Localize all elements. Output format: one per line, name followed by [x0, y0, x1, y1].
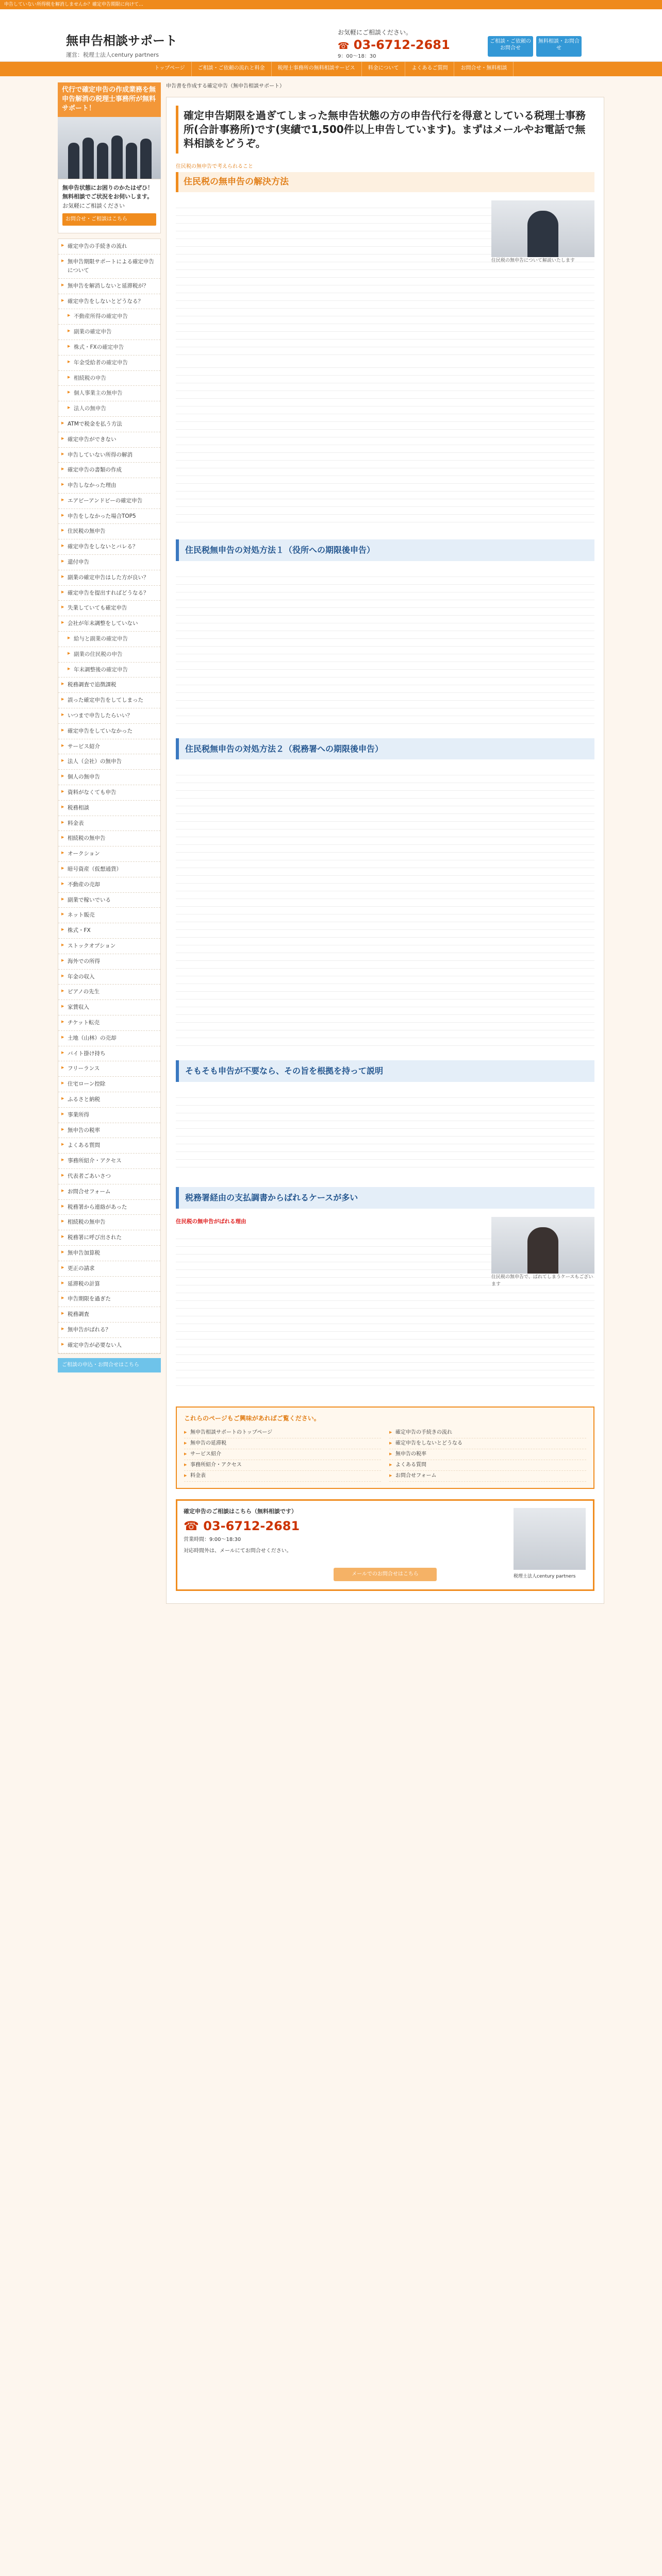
sidebar-menu-item[interactable]: ▶ 確定申告の手続きの流れ — [58, 239, 160, 255]
sidebar-menu-item[interactable]: ▶ 更正の請求 — [58, 1261, 160, 1277]
sidebar-menu-item[interactable]: ▶ ふるさと納税 — [58, 1092, 160, 1108]
sidebar-intro — [58, 179, 161, 234]
phone-icon: ☎ — [338, 41, 350, 52]
related-link[interactable]: ▶ よくある質問 — [389, 1460, 586, 1471]
sidebar-menu-item[interactable]: ▶ お問合せフォーム — [58, 1184, 160, 1200]
article-card — [166, 97, 604, 1604]
contact-hours: 営業時間：9:00〜18:30 — [184, 1537, 241, 1543]
sidebar-note: お気軽にご相談ください — [62, 202, 125, 209]
sidebar-menu-item[interactable]: ▶ 年末調整後の確定申告 — [58, 663, 160, 678]
sidebar-menu-item[interactable]: ▶ ピアノの先生 — [58, 985, 160, 1000]
sidebar-menu-item[interactable]: ▶ 税務署から連絡があった — [58, 1200, 160, 1215]
sidebar — [58, 82, 161, 1372]
figure-caption: 住民税の無申告について解説いたします — [491, 258, 575, 264]
mail-contact-button[interactable]: メールでのお問合せはこちら — [334, 1568, 437, 1581]
phone-icon: ☎ — [184, 1518, 199, 1533]
sidebar-menu — [58, 239, 161, 1353]
page-heading: 確定申告期限を過ぎてしまった無申告状態の方の申告代行を得意としている税理士事務所(合計事務所)です(実績で1,500件以上申告しています)。まずはメールやお電話で無料相談をどうぞ。 — [176, 106, 594, 154]
sidebar-menu-item[interactable]: ▶ 副業の確定申告はした方が良い？ — [58, 570, 160, 586]
sidebar-menu-item[interactable]: ▶ 会社が年末調整をしていない — [58, 616, 160, 632]
sidebar-menu-item[interactable]: ▶ 確定申告をしないとバレる？ — [58, 539, 160, 555]
article-paragraphs — [176, 768, 594, 1046]
sidebar-menu-item[interactable]: ▶ 無申告を解消しないと延滞税が？ — [58, 279, 160, 294]
sidebar-menu-item[interactable]: ▶ 相続税の申告 — [58, 371, 160, 386]
sidebar-menu-item[interactable]: ▶ 住民税の無申告 — [58, 524, 160, 539]
sidebar-banner[interactable]: 代行で確定申告の作成業務を無申告解消の税理士事務所が無料サポート！ — [58, 82, 161, 117]
nav-item[interactable]: ご相談・ご依頼の流れと料金 — [192, 62, 272, 76]
sidebar-menu-item[interactable]: ▶ 個人の無申告 — [58, 770, 160, 785]
logo-subtitle: 運営：税理士法人century partners — [66, 52, 159, 58]
sidebar-menu-item[interactable]: ▶ バイト掛け持ち — [58, 1046, 160, 1062]
related-list — [184, 1428, 586, 1482]
related-link[interactable]: ▶ 無申告相談サポートのトップページ — [184, 1428, 381, 1438]
business-hours: 9：00〜18：30 — [338, 53, 376, 59]
highlight-text: 住民税の無申告がばれる理由 — [176, 1218, 246, 1225]
sidebar-menu-item[interactable]: ▶ 副業で稼いでいる — [58, 893, 160, 908]
related-link[interactable]: ▶ 事務所紹介・アクセス — [184, 1460, 381, 1471]
related-link[interactable]: ▶ 料金表 — [184, 1471, 381, 1482]
sidebar-menu-item[interactable]: ▶ 誤った確定申告をしてしまった — [58, 693, 160, 708]
sidebar-menu-item[interactable]: ▶ 代表者ごあいさつ — [58, 1169, 160, 1184]
subsection-heading: 住民税無申告の対処方法２（税務署への期限後申告） — [176, 738, 594, 760]
sidebar-menu-item[interactable]: ▶ サービス紹介 — [58, 739, 160, 755]
contact-desc: 対応時間外は、メールにてお問合せください。 — [184, 1548, 292, 1554]
sidebar-menu-item[interactable]: ▶ エアビーアンドビーの確定申告 — [58, 494, 160, 509]
sidebar-menu-item[interactable]: ▶ 給与と副業の確定申告 — [58, 632, 160, 647]
sidebar-menu-item[interactable]: ▶ 申告をしなかった場合TOP5 — [58, 509, 160, 524]
staff-photo — [58, 117, 161, 179]
sidebar-menu-item[interactable]: ▶ いつまで申告したらいい？ — [58, 708, 160, 724]
nav-item[interactable]: お問合せ・無料相談 — [454, 62, 514, 76]
sidebar-lead: 無申告状態にお困りのかたはぜひ！無料相談でご状況をお伺いします。 — [62, 184, 153, 200]
consultant-photo — [491, 1217, 594, 1274]
sidebar-menu-item[interactable]: ▶ 確定申告をしていなかった — [58, 724, 160, 739]
phone-number: 03-6712-2681 — [353, 38, 450, 53]
figure-caption: 住民税の無申告で、ばれてしまうケースもございます — [491, 1274, 593, 1287]
sidebar-menu-item[interactable]: ▶ 確定申告が必要ない人 — [58, 1338, 160, 1353]
related-link[interactable]: ▶ サービス紹介 — [184, 1449, 381, 1460]
sidebar-menu-item[interactable]: ▶ ストックオプション — [58, 939, 160, 954]
article-paragraphs — [176, 360, 594, 525]
article-paragraphs — [176, 1090, 594, 1173]
contact-box — [176, 1499, 594, 1591]
sidebar-menu-item[interactable]: ▶ 確定申告ができない — [58, 432, 160, 448]
sidebar-menu-item[interactable]: ▶ 株式・FXの確定申告 — [58, 340, 160, 355]
sidebar-menu-item[interactable]: ▶ 税務調査で追徴課税 — [58, 677, 160, 693]
sidebar-menu-item[interactable]: ▶ ネット販売 — [58, 908, 160, 923]
sidebar-menu-item[interactable]: ▶ 申告していない所得の解消 — [58, 448, 160, 463]
sidebar-menu-item[interactable]: ▶ 料金表 — [58, 816, 160, 832]
header-phone[interactable] — [338, 38, 456, 53]
sidebar-menu-item[interactable]: ▶ 年金の収入 — [58, 970, 160, 985]
sidebar-menu-item[interactable]: ▶ 還付申告 — [58, 555, 160, 570]
sidebar-menu-item[interactable]: ▶ 個人事業主の無申告 — [58, 386, 160, 401]
sidebar-menu-item[interactable]: ▶ よくある質問 — [58, 1138, 160, 1154]
sidebar-menu-item[interactable]: ▶ 相続税の無申告 — [58, 1215, 160, 1230]
subsection-heading: 税務署経由の支払調書からばれるケースが多い — [176, 1187, 594, 1209]
sidebar-menu-item[interactable]: ▶ 無申告の税率 — [58, 1123, 160, 1139]
sidebar-menu-item[interactable]: ▶ 確定申告を提出すればどうなる？ — [58, 586, 160, 601]
breadcrumb[interactable]: 申告書を作成する確定申告（無申告相談サポート） — [166, 83, 285, 89]
sidebar-menu-item[interactable]: ▶ 海外での所得 — [58, 954, 160, 970]
sidebar-menu-item[interactable]: ▶ 暗号資産（仮想通貨） — [58, 862, 160, 877]
sidebar-menu-item[interactable]: ▶ ATMで税金を払う方法 — [58, 417, 160, 432]
nav-item[interactable]: 税理士事務所の無料相談サービス — [272, 62, 362, 76]
related-title: これらのページもご興味があればご覧ください。 — [184, 1414, 320, 1422]
sidebar-menu-item[interactable]: ▶ 法人（会社）の無申告 — [58, 754, 160, 770]
section-lead: 住民税の無申告で考えられること — [176, 164, 253, 170]
sidebar-menu-item[interactable]: ▶ 確定申告をしないとどうなる？ — [58, 294, 160, 310]
subsection-heading: そもそも申告が不要なら、その旨を根拠を持って説明 — [176, 1060, 594, 1082]
site-header — [0, 9, 662, 62]
sidebar-menu-item[interactable]: ▶ オークション — [58, 846, 160, 862]
representative-caption: 税理士法人century partners — [514, 1574, 576, 1580]
nav-item[interactable]: 料金について — [362, 62, 406, 76]
main-content — [166, 82, 604, 1604]
related-link[interactable]: ▶ 無申告の税率 — [389, 1449, 586, 1460]
sidebar-menu-item[interactable]: ▶ 失業していても確定申告 — [58, 601, 160, 616]
sidebar-menu-item[interactable]: ▶ 土地（山林）の売却 — [58, 1031, 160, 1046]
phone-number: 03-6712-2681 — [203, 1518, 300, 1533]
article-paragraphs — [176, 569, 594, 724]
sidebar-menu-item[interactable]: ▶ 無申告加算税 — [58, 1246, 160, 1261]
sidebar-menu-item[interactable]: ▶ フリーランス — [58, 1061, 160, 1077]
consultant-photo — [491, 200, 594, 257]
contact-lead: お気軽にご相談ください。 — [338, 29, 412, 36]
sidebar-menu-item[interactable]: ▶ チケット転売 — [58, 1015, 160, 1031]
free-consult-button[interactable]: 無料相談・お問合せ — [536, 36, 582, 57]
site-logo[interactable]: 無申告相談サポート — [66, 33, 177, 48]
contact-title: 確定申告のご相談はこちら（無料相談です） — [184, 1508, 297, 1515]
sidebar-menu-item[interactable]: ▶ 延滞税の計算 — [58, 1277, 160, 1292]
sidebar-menu-item[interactable]: ▶ 税務署に呼び出された — [58, 1230, 160, 1246]
sidebar-menu-item[interactable]: ▶ 不動産所得の確定申告 — [58, 309, 160, 325]
subsection-heading: 住民税無申告の対処方法１（役所への期限後申告） — [176, 539, 594, 561]
header-contact — [338, 28, 456, 61]
sidebar-menu-item[interactable]: ▶ 家賃収入 — [58, 1000, 160, 1015]
sidebar-menu-item[interactable]: ▶ 年金受給者の確定申告 — [58, 355, 160, 371]
nav-item[interactable]: よくあるご質問 — [405, 62, 454, 76]
consult-button[interactable]: ご相談・ご依頼のお問合せ — [488, 36, 533, 57]
sidebar-menu-item[interactable]: ▶ 副業の確定申告 — [58, 325, 160, 340]
section-title: 住民税の無申告の解決方法 — [176, 172, 594, 192]
sidebar-contact-button[interactable]: お問合せ・ご相談はこちら — [62, 213, 156, 226]
sidebar-menu-item[interactable]: ▶ 相続税の無申告 — [58, 831, 160, 846]
sidebar-menu-item[interactable]: ▶ 法人の無申告 — [58, 401, 160, 417]
top-announcement-bar: 申告していない所得税を解消しませんか？確定申告期限に向けて… — [0, 0, 662, 9]
sidebar-menu-item[interactable]: ▶ 無申告期限サポートによる確定申告について — [58, 255, 160, 279]
figure-consultant — [491, 200, 594, 264]
sidebar-menu-item[interactable]: ▶ 申告しなかった理由 — [58, 478, 160, 494]
sidebar-menu-item[interactable]: ▶ 事業所得 — [58, 1108, 160, 1123]
related-link[interactable]: ▶ お問合せフォーム — [389, 1471, 586, 1482]
related-link[interactable]: ▶ 確定申告の手続きの流れ — [389, 1428, 586, 1438]
sidebar-contact-link[interactable]: ご相談の申込・お問合せはこちら — [58, 1358, 161, 1372]
sidebar-menu-item[interactable]: ▶ 税務調査 — [58, 1307, 160, 1323]
figure-consultant-2 — [491, 1217, 594, 1289]
sidebar-menu-item[interactable]: ▶ 不動産の売却 — [58, 877, 160, 893]
sidebar-menu-item[interactable]: ▶ 株式・FX — [58, 923, 160, 939]
global-nav — [0, 62, 662, 76]
related-link[interactable]: ▶ 無申告の延滞税 — [184, 1438, 381, 1449]
sidebar-menu-item[interactable]: ▶ 無申告がばれる？ — [58, 1323, 160, 1338]
sidebar-menu-item[interactable]: ▶ 住宅ローン控除 — [58, 1077, 160, 1092]
nav-item[interactable]: トップページ — [148, 62, 192, 76]
sidebar-menu-item[interactable]: ▶ 副業の住民税の申告 — [58, 647, 160, 663]
representative-photo — [514, 1508, 586, 1570]
sidebar-menu-item[interactable]: ▶ 資料がなくても申告 — [58, 785, 160, 801]
sidebar-menu-item[interactable]: ▶ 税務相談 — [58, 801, 160, 816]
sidebar-menu-item[interactable]: ▶ 申告期限を過ぎた — [58, 1292, 160, 1307]
sidebar-menu-item[interactable]: ▶ 事務所紹介・アクセス — [58, 1154, 160, 1169]
related-pages-box — [176, 1406, 594, 1489]
related-link[interactable]: ▶ 確定申告をしないとどうなる — [389, 1438, 586, 1449]
sidebar-menu-item[interactable]: ▶ 確定申告の書類の作成 — [58, 463, 160, 478]
